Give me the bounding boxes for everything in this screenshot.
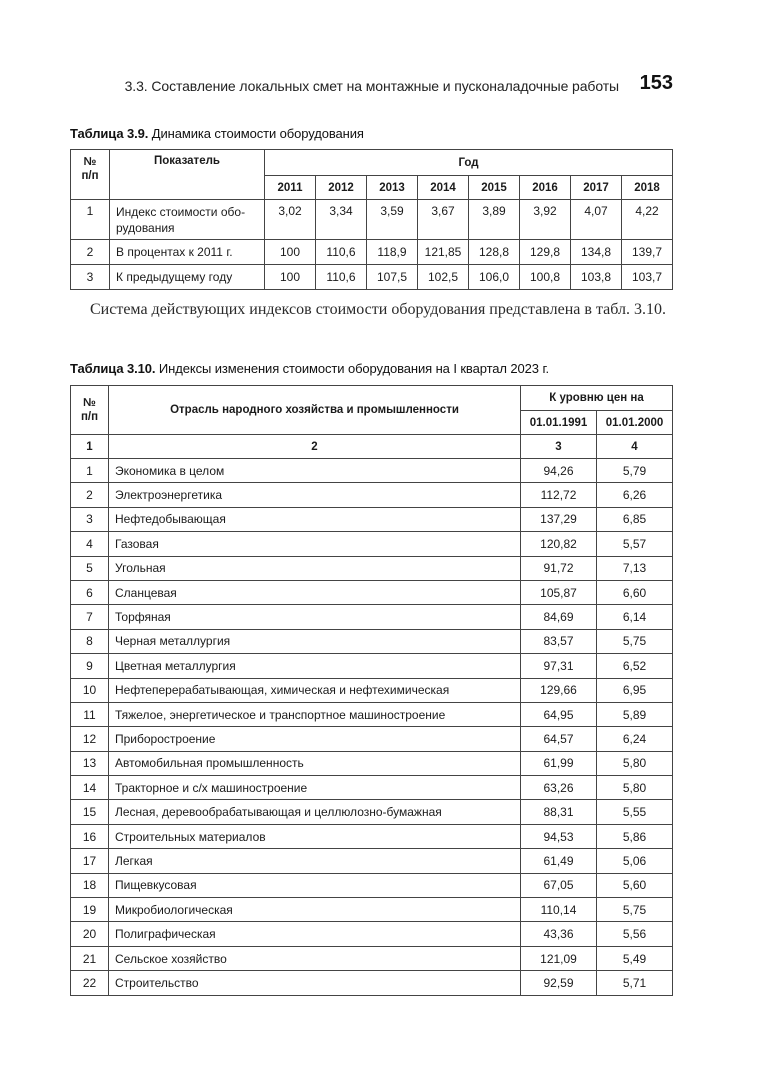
index-1991: 97,31 (521, 654, 597, 678)
col-header-price-level: К уровню цен на (521, 386, 673, 411)
table-row (71, 751, 673, 775)
value-cell: 3,59 (367, 200, 418, 240)
table-row (71, 459, 673, 483)
index-2000: 5,75 (597, 898, 673, 922)
value-cell: 121,85 (418, 240, 469, 265)
table-row (71, 580, 673, 604)
table-row (71, 849, 673, 873)
index-2000: 5,75 (597, 629, 673, 653)
year-header: 2016 (520, 176, 571, 200)
row-number: 1 (71, 459, 109, 483)
branch-name: Сланцевая (109, 580, 521, 604)
row-number: 3 (71, 507, 109, 531)
branch-name: Тракторное и с/х машиностроение (109, 776, 521, 800)
branch-name: Легкая (109, 849, 521, 873)
table-row (71, 240, 673, 265)
col-header-indicator: Показатель (110, 150, 265, 200)
row-number: 18 (71, 873, 109, 897)
year-header: 2018 (622, 176, 673, 200)
value-cell: 106,0 (469, 265, 520, 290)
caption-label: Таблица 3.10. (70, 361, 156, 376)
value-cell: 4,07 (571, 200, 622, 240)
index-2000: 5,57 (597, 532, 673, 556)
index-1991: 91,72 (521, 556, 597, 580)
table-row (71, 727, 673, 751)
index-2000: 5,86 (597, 824, 673, 848)
equipment-cost-dynamics-table (70, 149, 673, 290)
index-2000: 5,06 (597, 849, 673, 873)
value-cell: 134,8 (571, 240, 622, 265)
index-2000: 5,79 (597, 459, 673, 483)
table-row (71, 824, 673, 848)
indicator-label: В процентах к 2011 г. (110, 240, 265, 265)
branch-name: Строительных материалов (109, 824, 521, 848)
table-row (71, 702, 673, 726)
row-number: 6 (71, 580, 109, 604)
equipment-cost-index-table (70, 385, 673, 996)
col-header-no: № п/п (71, 150, 110, 200)
caption-text: Динамика стоимости оборудования (148, 126, 364, 141)
row-number: 14 (71, 776, 109, 800)
indicator-label: Индекс стоимости обо-рудования (110, 200, 265, 240)
table-row (71, 629, 673, 653)
index-1991: 110,14 (521, 898, 597, 922)
index-2000: 5,56 (597, 922, 673, 946)
index-1991: 105,87 (521, 580, 597, 604)
row-number: 4 (71, 532, 109, 556)
year-header: 2014 (418, 176, 469, 200)
index-1991: 112,72 (521, 483, 597, 507)
value-cell: 3,34 (316, 200, 367, 240)
branch-name: Экономика в целом (109, 459, 521, 483)
row-number: 7 (71, 605, 109, 629)
value-cell: 102,5 (418, 265, 469, 290)
table-row (71, 678, 673, 702)
branch-name: Строительство (109, 971, 521, 995)
row-number: 15 (71, 800, 109, 824)
branch-name: Полиграфическая (109, 922, 521, 946)
index-1991: 64,95 (521, 702, 597, 726)
page-header (68, 72, 673, 98)
index-2000: 5,80 (597, 776, 673, 800)
index-1991: 94,26 (521, 459, 597, 483)
value-cell: 3,89 (469, 200, 520, 240)
row-number: 16 (71, 824, 109, 848)
caption-label: Таблица 3.9. (70, 126, 149, 141)
value-cell: 103,7 (622, 265, 673, 290)
index-1991: 121,09 (521, 946, 597, 970)
row-number: 17 (71, 849, 109, 873)
index-1991: 64,57 (521, 727, 597, 751)
col-header-no: № п/п (71, 386, 109, 435)
value-cell: 139,7 (622, 240, 673, 265)
branch-name: Нефтедобывающая (109, 507, 521, 531)
index-2000: 6,60 (597, 580, 673, 604)
branch-name: Приборостроение (109, 727, 521, 751)
col-header-date-1991: 01.01.1991 (521, 411, 597, 435)
table-row (71, 971, 673, 995)
table-row (71, 776, 673, 800)
index-2000: 6,24 (597, 727, 673, 751)
index-2000: 6,52 (597, 654, 673, 678)
branch-name: Микробиологическая (109, 898, 521, 922)
branch-name: Лесная, деревообрабатывающая и целлюлозно-бумажная (109, 800, 521, 824)
row-number: 1 (71, 200, 110, 240)
value-cell: 3,02 (265, 200, 316, 240)
index-1991: 84,69 (521, 605, 597, 629)
table-row (71, 946, 673, 970)
col-number: 2 (109, 435, 521, 459)
col-number: 1 (71, 435, 109, 459)
branch-name: Электроэнергетика (109, 483, 521, 507)
index-2000: 5,60 (597, 873, 673, 897)
row-number: 10 (71, 678, 109, 702)
table-row (71, 507, 673, 531)
row-number: 3 (71, 265, 110, 290)
value-cell: 3,67 (418, 200, 469, 240)
branch-name: Сельское хозяйство (109, 946, 521, 970)
value-cell: 129,8 (520, 240, 571, 265)
body-paragraph: Система действующих индексов стоимости оборудования представлена в табл. 3.10. (90, 301, 666, 318)
row-number: 22 (71, 971, 109, 995)
value-cell: 110,6 (316, 240, 367, 265)
branch-name: Нефтеперерабатывающая, химическая и нефтехимическая (109, 678, 521, 702)
year-header: 2015 (469, 176, 520, 200)
table-row (71, 200, 673, 240)
value-cell: 100 (265, 265, 316, 290)
caption-text: Индексы изменения стоимости оборудования на I квартал 2023 г. (155, 361, 550, 376)
row-number: 2 (71, 483, 109, 507)
index-1991: 120,82 (521, 532, 597, 556)
table-row (71, 873, 673, 897)
col-header-branch: Отрасль народного хозяйства и промышленности (109, 386, 521, 435)
col-header-year: Год (265, 150, 673, 176)
index-2000: 5,89 (597, 702, 673, 726)
index-2000: 5,55 (597, 800, 673, 824)
branch-name: Цветная металлургия (109, 654, 521, 678)
index-2000: 6,14 (597, 605, 673, 629)
row-number: 11 (71, 702, 109, 726)
branch-name: Пищевкусовая (109, 873, 521, 897)
table-3-9-caption (70, 126, 364, 141)
row-number: 12 (71, 727, 109, 751)
index-1991: 63,26 (521, 776, 597, 800)
value-cell: 110,6 (316, 265, 367, 290)
index-2000: 5,49 (597, 946, 673, 970)
year-header: 2017 (571, 176, 622, 200)
index-1991: 88,31 (521, 800, 597, 824)
index-1991: 83,57 (521, 629, 597, 653)
row-number: 9 (71, 654, 109, 678)
branch-name: Автомобильная промышленность (109, 751, 521, 775)
page-number: 153 (639, 72, 673, 94)
value-cell: 100 (265, 240, 316, 265)
index-2000: 5,80 (597, 751, 673, 775)
index-1991: 43,36 (521, 922, 597, 946)
value-cell: 4,22 (622, 200, 673, 240)
row-number: 19 (71, 898, 109, 922)
row-number: 20 (71, 922, 109, 946)
table-3-10-caption (70, 361, 549, 376)
value-cell: 3,92 (520, 200, 571, 240)
value-cell: 100,8 (520, 265, 571, 290)
table-row (71, 800, 673, 824)
row-number: 5 (71, 556, 109, 580)
year-header: 2011 (265, 176, 316, 200)
col-header-date-2000: 01.01.2000 (597, 411, 673, 435)
table-row (71, 483, 673, 507)
value-cell: 107,5 (367, 265, 418, 290)
branch-name: Угольная (109, 556, 521, 580)
value-cell: 103,8 (571, 265, 622, 290)
running-title: 3.3. Составление локальных смет на монтажные и пусконаладочные работы (124, 78, 619, 94)
table-row (71, 605, 673, 629)
col-number: 4 (597, 435, 673, 459)
table-row (71, 922, 673, 946)
index-1991: 94,53 (521, 824, 597, 848)
row-number: 21 (71, 946, 109, 970)
index-2000: 7,13 (597, 556, 673, 580)
branch-name: Торфяная (109, 605, 521, 629)
row-number: 8 (71, 629, 109, 653)
row-number: 13 (71, 751, 109, 775)
index-2000: 5,71 (597, 971, 673, 995)
index-1991: 67,05 (521, 873, 597, 897)
col-number: 3 (521, 435, 597, 459)
index-1991: 61,49 (521, 849, 597, 873)
index-1991: 92,59 (521, 971, 597, 995)
index-2000: 6,95 (597, 678, 673, 702)
branch-name: Тяжелое, энергетическое и транспортное машиностроение (109, 702, 521, 726)
table-row (71, 265, 673, 290)
index-1991: 61,99 (521, 751, 597, 775)
table-row (71, 654, 673, 678)
index-2000: 6,26 (597, 483, 673, 507)
branch-name: Черная металлургия (109, 629, 521, 653)
row-number: 2 (71, 240, 110, 265)
year-header: 2013 (367, 176, 418, 200)
index-1991: 129,66 (521, 678, 597, 702)
index-2000: 6,85 (597, 507, 673, 531)
table-row (71, 556, 673, 580)
value-cell: 128,8 (469, 240, 520, 265)
indicator-label: К предыдущему году (110, 265, 265, 290)
index-1991: 137,29 (521, 507, 597, 531)
table-row (71, 898, 673, 922)
table-row (71, 532, 673, 556)
year-header: 2012 (316, 176, 367, 200)
value-cell: 118,9 (367, 240, 418, 265)
branch-name: Газовая (109, 532, 521, 556)
